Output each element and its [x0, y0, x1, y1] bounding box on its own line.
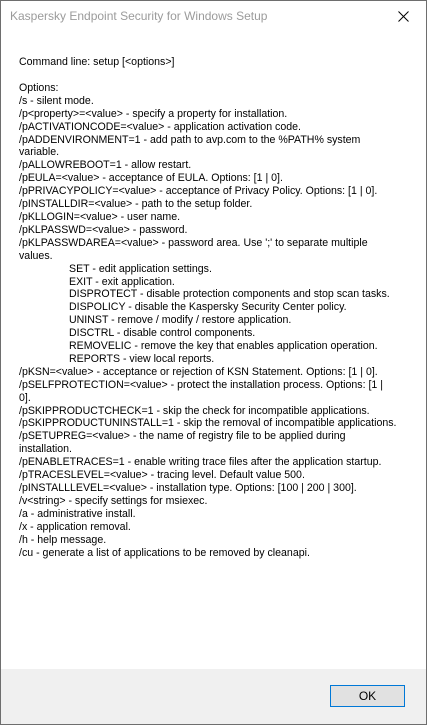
option-line: /pKLPASSWD=<value> - password.: [19, 223, 188, 236]
option-line: /pALLOWREBOOT=1 - allow restart.: [19, 159, 192, 172]
ok-button[interactable]: OK: [330, 685, 405, 707]
option-line: /pENABLETRACES=1 - enable writing trace files after the application startup.: [19, 456, 382, 469]
option-line: /pSELFPROTECTION=<value> - protect the installation process. Options: [1 | 0].: [19, 378, 383, 404]
option-line: /pTRACESLEVEL=<value> - tracing level. Default value 500.: [19, 469, 305, 482]
option-line: /p<property>=<value> - specify a property for installation.: [19, 107, 288, 120]
area-value-line: REMOVELIC - remove the key that enables application operation.: [69, 340, 378, 353]
option-line: /pADDENVIRONMENT=1 - add path to avp.com to the %PATH% system variable.: [19, 133, 361, 159]
option-line: /pINSTALLLEVEL=<value> - installation type. Options: [100 | 200 | 300].: [19, 482, 357, 494]
options-header: Options:: [19, 81, 59, 94]
area-value-line: DISPOLICY - disable the Kaspersky Security Center policy.: [69, 301, 347, 314]
area-value-line: UNINST - remove / modify / restore application.: [69, 314, 292, 327]
option-line: /pKLPASSWDAREA=<value> - password area. Use ';' to separate multiple values.: [19, 236, 368, 262]
area-value-line: DISPROTECT - disable protection components and stop scan tasks.: [69, 288, 390, 301]
option-line: /x - application removal.: [19, 520, 131, 533]
option-line: /pPRIVACYPOLICY=<value> - acceptance of Privacy Policy. Options: [1 | 0].: [19, 185, 378, 198]
area-value-line: REPORTS - view local reports.: [69, 352, 215, 365]
option-line: /pACTIVATIONCODE=<value> - application activation code.: [19, 120, 301, 133]
option-line: /a - administrative install.: [19, 507, 136, 520]
title-bar[interactable]: [1, 1, 426, 32]
option-line: /pKLLOGIN=<value> - user name.: [19, 210, 181, 223]
option-line: /h - help message.: [19, 533, 107, 546]
area-value-line: EXIT - exit application.: [69, 275, 175, 288]
help-message: [19, 56, 397, 559]
option-line: /pSKIPPRODUCTCHECK=1 - skip the check for incompatible applications.: [19, 404, 370, 417]
button-bar: [1, 669, 426, 724]
option-line: /pKSN=<value> - acceptance or rejection of KSN Statement. Options: [1 | 0].: [19, 365, 378, 378]
dialog-body: [1, 32, 426, 669]
option-line: /pSETUPREG=<value> - the name of registry file to be applied during installation.: [19, 430, 346, 456]
command-line-text: Command line: setup [<options>]: [19, 56, 175, 68]
option-line: /v<string> - specify settings for msiexec.: [19, 494, 208, 507]
window-title: Kaspersky Endpoint Security for Windows Setup: [10, 9, 268, 23]
option-line: /pINSTALLDIR=<value> - path to the setup folder.: [19, 198, 253, 211]
option-line: /cu - generate a list of applications to be removed by cleanapi.: [19, 546, 310, 559]
close-icon: [398, 11, 409, 22]
option-line: /pSKIPPRODUCTUNINSTALL=1 - skip the removal of incompatible applications.: [19, 417, 397, 430]
area-value-line: DISCTRL - disable control components.: [69, 327, 256, 340]
option-line: /pEULA=<value> - acceptance of EULA. Options: [1 | 0].: [19, 172, 283, 185]
option-line: /s - silent mode.: [19, 94, 94, 107]
area-value-line: SET - edit application settings.: [69, 262, 212, 275]
close-button[interactable]: [380, 1, 426, 32]
